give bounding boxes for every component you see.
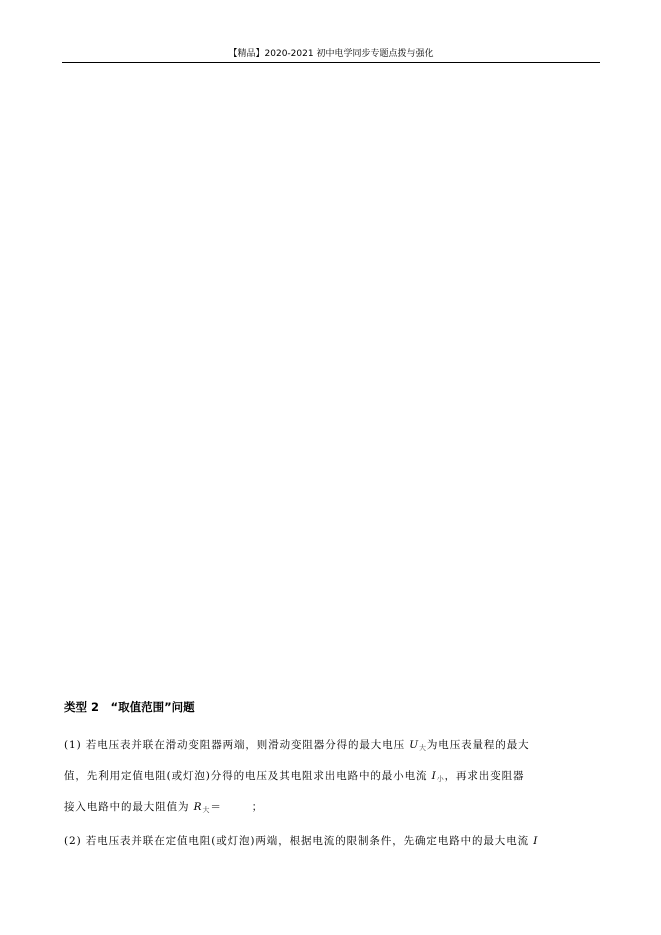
paragraph-1-line-3 (64, 793, 598, 824)
paragraph-1-line-1 (64, 731, 598, 762)
text-run: 值，先利用定值电阻(或灯泡)分得的电压及其电阻求出电路中的最小电流 (64, 770, 432, 782)
paragraph-2-line-1 (64, 827, 598, 855)
paragraph-2 (64, 827, 598, 855)
header-title: 【精品】2020-2021 初中电学同步专题点拨与强化 (228, 49, 434, 59)
subscript-da: 大 (419, 744, 427, 752)
page-header (62, 47, 600, 62)
section-title-text: 类型 2 “取值范围”问题 (64, 700, 195, 714)
paragraph-1-line-2 (64, 762, 598, 793)
equals-sign: ＝ (210, 801, 222, 813)
semicolon: ； (251, 801, 264, 813)
section-heading (64, 699, 195, 715)
text-run: ，再求出变阻器 (444, 770, 525, 782)
variable-r: R (193, 801, 203, 813)
variable-i: I (533, 835, 539, 847)
header-divider (62, 62, 600, 63)
subscript-xiao: 小 (436, 775, 445, 783)
variable-i: I (431, 770, 437, 782)
text-run: 接入电路中的最大阻值为 (64, 801, 194, 813)
subscript-da: 大 (202, 806, 211, 814)
text-run: (1) 若电压表并联在滑动变阻器两端，则滑动变阻器分得的最大电压 (64, 739, 410, 751)
text-run: 为电压表量程的最大 (426, 739, 530, 751)
variable-u: U (409, 739, 419, 751)
paragraph-1 (64, 731, 598, 824)
text-run: (2) 若电压表并联在定值电阻(或灯泡)两端，根据电流的限制条件，先确定电路中的最大电流 (64, 835, 534, 847)
